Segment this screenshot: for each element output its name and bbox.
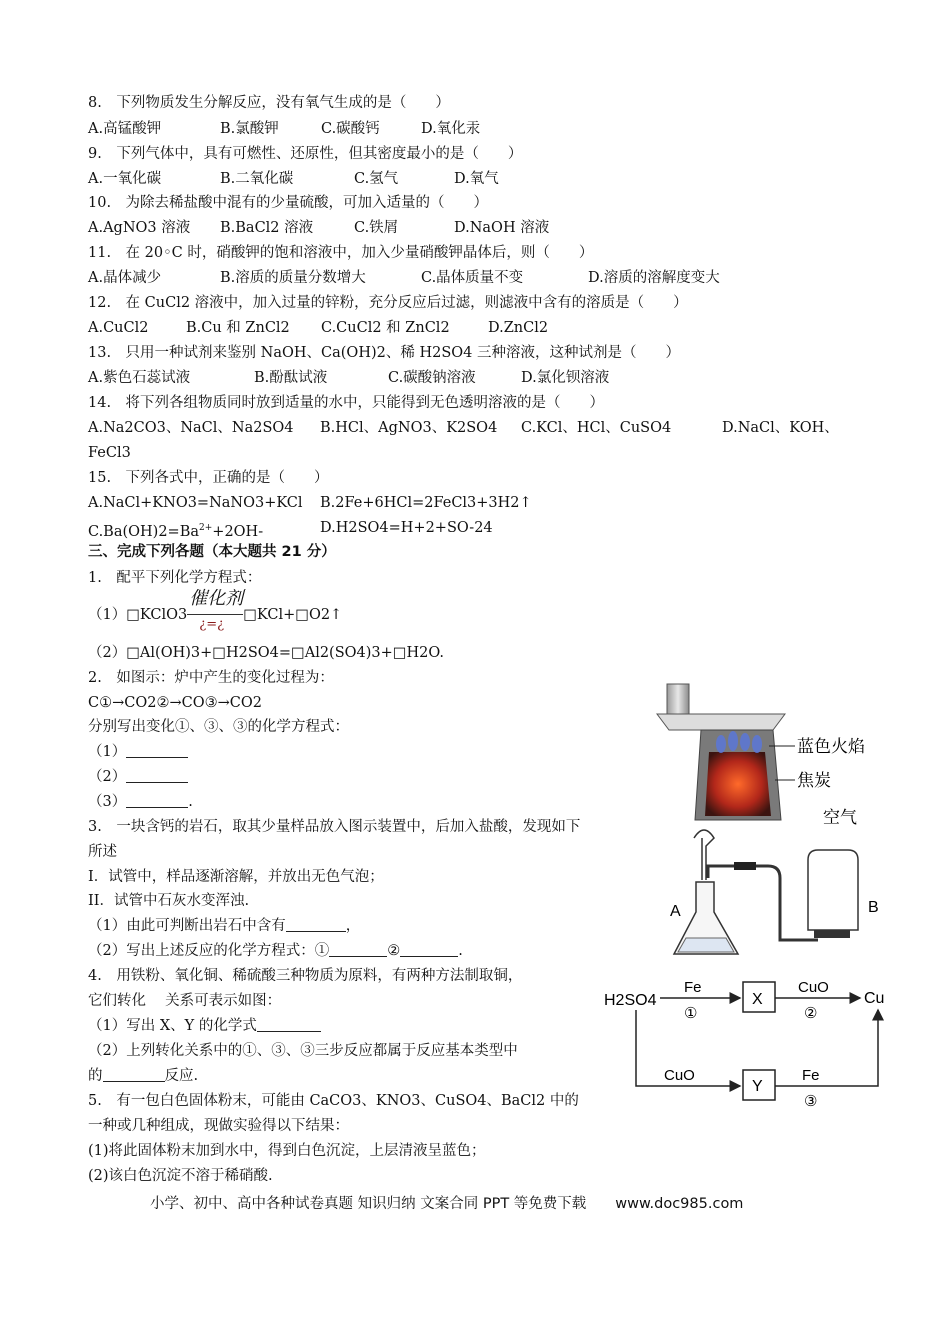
sub-label: （1）写出 X、Y 的化学式 xyxy=(88,1018,257,1034)
question-11-options xyxy=(88,269,748,287)
problem-5-stem: 5. 有一包白色固体粉末，可能由 CaCO3、KNO3、CuSO4、BaCl2 中的 xyxy=(88,1093,579,1109)
question-13-options xyxy=(88,369,648,387)
option-a: A.Na2CO3、NaCl、Na2SO4 xyxy=(88,420,294,436)
funnel xyxy=(694,830,714,880)
apparatus-figure xyxy=(668,820,888,970)
step-1-label: ① xyxy=(684,1005,698,1022)
answer-blank[interactable] xyxy=(126,743,188,758)
problem-2-answer-3 xyxy=(88,793,193,811)
flow-diagram xyxy=(598,972,898,1112)
option-d: D.氧气 xyxy=(454,171,499,187)
answer-blank[interactable] xyxy=(400,942,458,957)
comma: ， xyxy=(345,918,361,934)
option-b: B.2Fe+6HCl=2FeCl3+3H2↑ xyxy=(320,495,532,511)
question-15-options-ab xyxy=(88,494,648,512)
problem-4-stem: 4. 用铁粉、氧化铜、稀硫酸三种物质为原料，有两种方法制取铜， xyxy=(88,968,523,984)
problem-5-stem-cont: 一种或几种组成，现做实验得以下结果： xyxy=(88,1118,349,1134)
reagent-cuo-bottom: CuO xyxy=(664,1067,695,1084)
question-8-stem: 8. 下列物质发生分解反应，没有氧气生成的是（ ） xyxy=(88,95,450,111)
question-15-options-cd xyxy=(88,519,648,540)
answer-label: （2） xyxy=(88,769,127,785)
problem-2-stem: 2. 如图示：炉中产生的变化过程为： xyxy=(88,670,334,686)
option-c xyxy=(88,519,263,541)
catalyst-condition xyxy=(187,588,244,632)
sub-label: （2）写出上述反应的化学方程式：① xyxy=(88,943,330,959)
problem-4-sub-1 xyxy=(88,1017,321,1035)
step-3-label: ③ xyxy=(804,1093,818,1110)
label-b: B xyxy=(868,899,879,916)
rubber-joint xyxy=(734,862,756,870)
label-a: A xyxy=(670,903,681,920)
option-a: A.紫色石蕊试液 xyxy=(88,370,191,386)
reagent-cuo-top: CuO xyxy=(798,979,829,996)
x-label: X xyxy=(752,991,763,1008)
option-a: A.高锰酸钾 xyxy=(88,121,162,137)
option-c: C.氢气 xyxy=(354,171,399,187)
question-14-options xyxy=(88,419,848,437)
problem-4-stem-cont: 它们转化 关系可表示如图： xyxy=(88,993,282,1009)
arrow-4 xyxy=(775,1010,878,1086)
problem-3-sub-1 xyxy=(88,917,360,935)
option-a: A.AgNO3 溶液 xyxy=(88,220,191,236)
reagent-fe-top: Fe xyxy=(684,979,702,996)
answer-blank[interactable] xyxy=(286,917,346,932)
option-c: C.碳酸钠溶液 xyxy=(388,370,476,386)
problem-1-line-1 xyxy=(88,588,343,632)
result-2: (2)该白色沉淀不溶于稀硝酸. xyxy=(88,1168,273,1184)
flame-label: 蓝色火焰 xyxy=(797,737,865,756)
question-12-options xyxy=(88,319,648,337)
answer-blank[interactable] xyxy=(103,1067,165,1082)
option-d: D.NaOH 溶液 xyxy=(454,220,550,236)
question-13-stem: 13. 只用一种试剂来鉴别 NaOH、Ca(OH)2、稀 H2SO4 三种溶液，这种试剂是（ ） xyxy=(88,345,680,361)
question-11-stem: 11. 在 20◦C 时，硝酸钾的饱和溶液中，加入少量硝酸钾晶体后，则（ ） xyxy=(88,245,594,261)
option-d: D.H2SO4=H+2+SO-24 xyxy=(320,520,493,536)
option-d: D.氯化钡溶液 xyxy=(521,370,610,386)
sub-label: （1）由此可判断出岩石中含有 xyxy=(88,918,286,934)
y-label: Y xyxy=(752,1078,763,1095)
answer-blank[interactable] xyxy=(126,793,188,808)
problem-2-ask: 分别写出变化①、③、③的化学方程式： xyxy=(88,719,349,735)
option-d: D.氧化汞 xyxy=(421,121,481,137)
observation-2: II．试管中石灰水变浑浊. xyxy=(88,893,250,909)
sub-pre: 的 xyxy=(88,1068,103,1084)
problem-2-chain: C①→CO2②→CO③→CO2 xyxy=(88,695,262,711)
answer-blank[interactable] xyxy=(257,1017,321,1032)
option-d: D.ZnCl2 xyxy=(488,320,549,336)
period: . xyxy=(188,794,193,810)
option-c: C.晶体质量不变 xyxy=(421,270,524,286)
option-c: C.CuCl2 和 ZnCl2 xyxy=(321,320,450,336)
question-14-stem: 14. 将下列各组物质同时放到适量的水中，只能得到无色透明溶液的是（ ） xyxy=(88,395,605,411)
step-2-label: ② xyxy=(804,1005,818,1022)
option-a: A.NaCl+KNO3=NaNO3+KCl xyxy=(88,495,303,511)
problem-3-stem-cont: 所述 xyxy=(88,844,117,860)
catalyst-label: 催化剂 xyxy=(189,588,244,609)
bottle-base xyxy=(814,930,850,938)
chimney xyxy=(667,684,689,714)
problem-1-line-2: （2）□Al(OH)3+□H2SO4=□Al2(SO4)3+□H2O. xyxy=(88,645,445,661)
result-1: (1)将此固体粉末加到水中，得到白色沉淀，上层清液呈蓝色； xyxy=(88,1143,486,1159)
option-d: D.NaCl、KOH、 xyxy=(722,420,839,436)
furnace-figure xyxy=(655,680,885,825)
coke-label: 焦炭 xyxy=(797,771,831,790)
coke-bed xyxy=(705,752,771,816)
option-c-post: +2OH- xyxy=(212,524,264,540)
start-substance: H2SO4 xyxy=(604,992,657,1009)
option-d: D.溶质的溶解度变大 xyxy=(588,270,720,286)
problem-3-sub-2 xyxy=(88,942,463,960)
option-c: C.铁屑 xyxy=(354,220,399,236)
answer-blank[interactable] xyxy=(329,942,387,957)
problem-4-sub-2: （2）上列转化关系中的①、③、③三步反应都属于反应基本类型中 xyxy=(88,1043,518,1059)
answer-label: （3） xyxy=(88,794,127,810)
period: . xyxy=(458,943,463,959)
problem-4-sub-3 xyxy=(88,1067,198,1085)
option-c: C.KCl、HCl、CuSO4 xyxy=(521,420,672,436)
end-substance: Cu xyxy=(864,990,885,1007)
observation-1: I．试管中，样品逐渐溶解，并放出无色气泡； xyxy=(88,869,384,885)
answer-blank[interactable] xyxy=(126,768,188,783)
hood xyxy=(657,714,785,730)
option-a: A.CuCl2 xyxy=(88,320,149,336)
option-a: A.一氧化碳 xyxy=(88,171,162,187)
option-b: B.二氧化碳 xyxy=(220,171,294,187)
option-c-sup: 2+ xyxy=(199,523,213,533)
air-label: 空气 xyxy=(823,808,857,825)
problem-2-answer-2 xyxy=(88,768,188,786)
option-b: B.酚酞试液 xyxy=(254,370,328,386)
condition-below: ¿=¿ xyxy=(199,617,225,632)
equation-left: （1）□KClO3 xyxy=(88,607,188,623)
question-12-stem: 12. 在 CuCl2 溶液中，加入过量的锌粉，充分反应后过滤，则滤液中含有的溶质是（ ） xyxy=(88,295,688,311)
section-title: 三、完成下列各题（本大题共 21 分） xyxy=(88,544,336,560)
sub-post: 反应. xyxy=(164,1068,199,1084)
option-b: B.HCl、AgNO3、K2SO4 xyxy=(320,420,498,436)
option-b: B.氯酸钾 xyxy=(220,121,279,137)
bottle-b xyxy=(808,850,858,930)
question-9-stem: 9. 下列气体中，具有可燃性、还原性，但其密度最小的是（ ） xyxy=(88,146,523,162)
option-b: B.溶质的质量分数增大 xyxy=(220,270,366,286)
question-10-options xyxy=(88,219,648,237)
condition-bar xyxy=(187,614,243,615)
equation-right: □KCl+□O2↑ xyxy=(243,607,343,623)
question-15-stem: 15. 下列各式中，正确的是（ ） xyxy=(88,470,329,486)
problem-3-stem: 3. 一块含钙的岩石，取其少量样品放入图示装置中，后加入盐酸，发现如下 xyxy=(88,819,581,835)
question-9-options xyxy=(88,170,608,188)
answer-label: （1） xyxy=(88,744,127,760)
problem-2-answer-1 xyxy=(88,743,188,761)
question-8-options xyxy=(88,120,608,138)
sub-mid: ② xyxy=(387,943,401,959)
option-b: B.Cu 和 ZnCl2 xyxy=(186,320,290,336)
option-b: B.BaCl2 溶液 xyxy=(220,220,314,236)
liquid xyxy=(678,938,734,952)
option-c: C.碳酸钙 xyxy=(321,121,380,137)
reagent-fe-bottom: Fe xyxy=(802,1067,820,1084)
question-10-stem: 10. 为除去稀盐酸中混有的少量硫酸，可加入适量的（ ） xyxy=(88,195,489,211)
option-a: A.晶体减少 xyxy=(88,270,162,286)
option-d-continued: FeCl3 xyxy=(88,445,131,461)
page-footer: 小学、初中、高中各种试卷真题 知识归纳 文案合同 PPT 等免费下载 www.doc985.com xyxy=(150,1196,744,1212)
problem-1-stem: 1. 配平下列化学方程式： xyxy=(88,570,262,586)
option-c-pre: C.Ba(OH)2=Ba xyxy=(88,524,200,540)
